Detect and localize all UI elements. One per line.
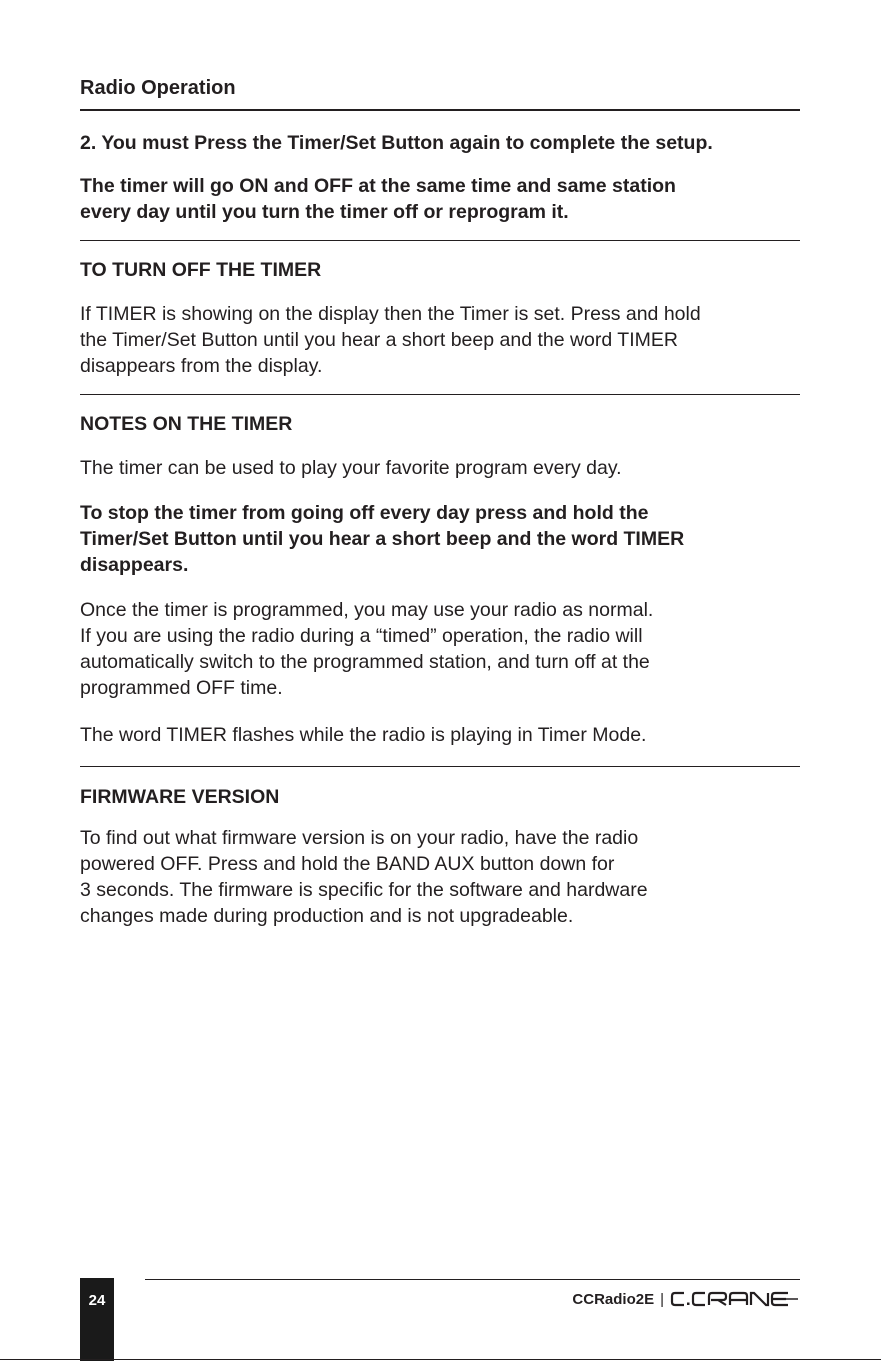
timer-repeat-line: every day until you turn the timer off or reprogram it.: [80, 201, 569, 223]
page-number: 24: [88, 1292, 106, 1309]
notes-paragraph-3: [80, 597, 805, 701]
product-name: CCRadio2E: [572, 1290, 655, 1308]
paragraph-line: To stop the timer from going off every day press and hold the: [80, 502, 649, 524]
notes-paragraph-4: The word TIMER flashes while the radio is playing in Timer Mode.: [80, 724, 647, 746]
firmware-paragraph: [80, 825, 805, 929]
section-divider: [80, 766, 800, 767]
turn-off-paragraph: [80, 301, 805, 379]
paragraph-line: Timer/Set Button until you hear a short beep and the word TIMER: [80, 528, 685, 550]
page-number-tab: [80, 1278, 114, 1361]
paragraph-line: If TIMER is showing on the display then the Timer is set. Press and hold: [80, 303, 701, 325]
paragraph-line: changes made during production and is not upgradeable.: [80, 905, 574, 927]
timer-repeat-line: The timer will go ON and OFF at the same time and same station: [80, 175, 676, 197]
paragraph-line: If you are using the radio during a “timed” operation, the radio will: [80, 625, 643, 647]
firmware-heading: FIRMWARE VERSION: [80, 786, 280, 808]
notes-stop-timer-paragraph: [80, 500, 805, 578]
paragraph-line: To find out what firmware version is on your radio, have the radio: [80, 827, 639, 849]
notes-heading: NOTES ON THE TIMER: [80, 413, 293, 435]
footer-divider: [145, 1279, 800, 1280]
paragraph-line: the Timer/Set Button until you hear a short beep and the word TIMER: [80, 329, 678, 351]
paragraph-line: disappears.: [80, 554, 189, 576]
notes-paragraph-1: The timer can be used to play your favorite program every day.: [80, 457, 622, 479]
paragraph-line: 3 seconds. The firmware is specific for the software and hardware: [80, 879, 648, 901]
turn-off-heading: TO TURN OFF THE TIMER: [80, 259, 322, 281]
header-divider: [80, 109, 800, 111]
paragraph-line: Once the timer is programmed, you may use your radio as normal.: [80, 599, 654, 621]
paragraph-line: programmed OFF time.: [80, 677, 283, 699]
section-title: Radio Operation: [80, 77, 236, 99]
paragraph-line: powered OFF. Press and hold the BAND AUX button down for: [80, 853, 615, 875]
paragraph-line: disappears from the display.: [80, 355, 323, 377]
footer-brand: [572, 1290, 800, 1308]
paragraph-line: automatically switch to the programmed station, and turn off at the: [80, 651, 650, 673]
c-crane-logo: [670, 1290, 800, 1308]
section-divider: [80, 394, 800, 395]
section-divider: [80, 240, 800, 241]
timer-repeat-paragraph: [80, 173, 805, 225]
footer-separator: |: [660, 1290, 664, 1308]
page-bottom-edge: [0, 1359, 881, 1360]
step-2-text: 2. You must Press the Timer/Set Button again to complete the setup.: [80, 132, 713, 154]
